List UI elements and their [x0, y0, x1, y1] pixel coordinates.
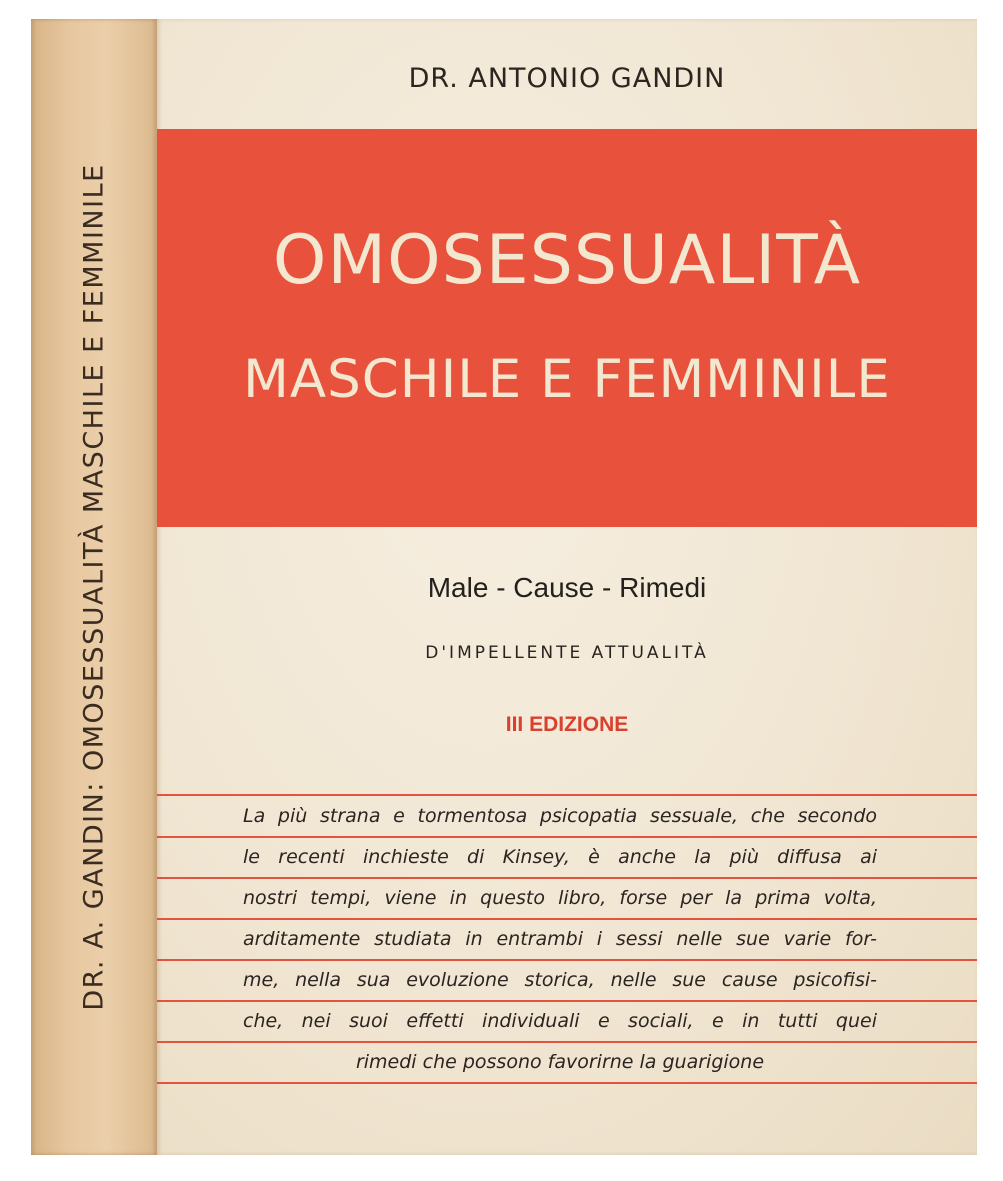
edition-label: III EDIZIONE: [505, 713, 629, 736]
blurb-line: che, nei suoi effetti individuali e sociali, e in tutti quei: [243, 1010, 877, 1032]
blurb-line: arditamente studiata in entrambi i sessi nelle sue varie for-: [243, 928, 877, 950]
title-band: [157, 129, 977, 527]
author-name: DR. ANTONIO GANDIN: [408, 63, 726, 94]
tagline: D'IMPELLENTE ATTUALITÀ: [425, 643, 709, 663]
title-line-1: OMOSESSUALITÀ: [272, 221, 862, 300]
blurb-line: le recenti inchieste di Kinsey, è anche la più diffusa ai: [243, 846, 877, 868]
blurb-line: nostri tempi, viene in questo libro, forse per la prima volta,: [243, 887, 877, 909]
blurb-line: me, nella sua evoluzione storica, nelle sue cause psicofisi-: [243, 969, 877, 991]
blurb-line: La più strana e tormentosa psicopatia sessuale, che secondo: [243, 805, 877, 827]
book-spine: [31, 19, 157, 1155]
subtitle: Male - Cause - Rimedi: [427, 572, 707, 603]
book: [31, 19, 977, 1155]
front-cover: [157, 19, 977, 1155]
rule-line: [157, 1082, 977, 1084]
spine-title: DR. A. GANDIN: OMOSESSUALITÀ MASCHILE E FEMMINILE: [78, 163, 110, 1011]
blurb-line: rimedi che possono favorirne la guarigione: [355, 1051, 765, 1073]
title-line-2: MASCHILE E FEMMINILE: [243, 349, 891, 410]
blurb: [157, 794, 977, 1084]
